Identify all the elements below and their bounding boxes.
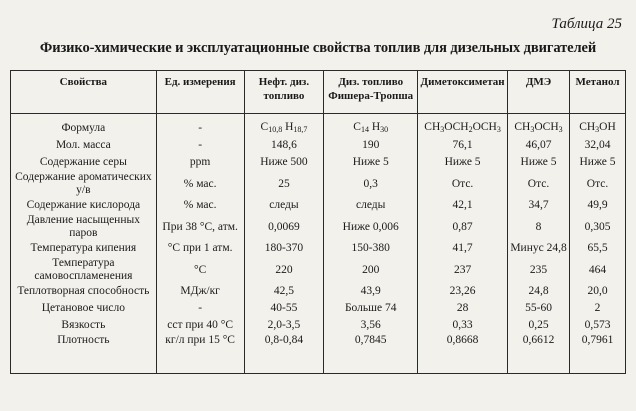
value-cell: 65,5 [570, 240, 626, 257]
unit-cell: ppm [156, 154, 244, 171]
value-cell: 20,0 [570, 283, 626, 300]
unit-cell: % мас. [156, 171, 244, 197]
formula-cell: $CH_3OCH_3$ [508, 114, 570, 138]
value-cell: 46,07 [508, 137, 570, 154]
header-properties: Свойства [11, 71, 157, 114]
header-methanol: Метанол [570, 71, 626, 114]
unit-cell: - [156, 300, 244, 317]
property-cell: Теплотворная способность [11, 283, 157, 300]
table-row [11, 114, 626, 138]
value-cell: Ниже 0,006 [324, 214, 418, 240]
value-cell: 0,8668 [418, 334, 508, 374]
value-cell: 49,9 [570, 197, 626, 214]
header-fischer-tropsch-diesel: Диз. топливо Фишера-Тропша [324, 71, 418, 114]
value-cell: 0,7845 [324, 334, 418, 374]
value-cell: 28 [418, 300, 508, 317]
table-row [11, 197, 626, 214]
property-cell: Температура самовоспламенения [11, 257, 157, 283]
value-cell: 0,6612 [508, 334, 570, 374]
property-cell: Содержание серы [11, 154, 157, 171]
value-cell: 32,04 [570, 137, 626, 154]
value-cell: 0,8-0,84 [244, 334, 324, 374]
table-row [11, 171, 626, 197]
value-cell: 34,7 [508, 197, 570, 214]
unit-cell: кг/л при 15 °С [156, 334, 244, 374]
value-cell: Больше 74 [324, 300, 418, 317]
value-cell: 23,26 [418, 283, 508, 300]
table-row [11, 317, 626, 334]
unit-cell: % мас. [156, 197, 244, 214]
property-cell: Давление насыщенных паров [11, 214, 157, 240]
formula-cell: $CH_3OCH_2OCH_3$ [418, 114, 508, 138]
table-row [11, 214, 626, 240]
value-cell: 0,7961 [570, 334, 626, 374]
property-cell: Плотность [11, 334, 157, 374]
value-cell: 235 [508, 257, 570, 283]
value-cell: Ниже 5 [570, 154, 626, 171]
value-cell: следы [244, 197, 324, 214]
value-cell: Ниже 5 [508, 154, 570, 171]
value-cell: 40-55 [244, 300, 324, 317]
value-cell: Отс. [418, 171, 508, 197]
header-petroleum-diesel: Нефт. диз. топливо [244, 71, 324, 114]
value-cell: 220 [244, 257, 324, 283]
value-cell: 42,5 [244, 283, 324, 300]
value-cell: 41,7 [418, 240, 508, 257]
value-cell: 2 [570, 300, 626, 317]
value-cell: 148,6 [244, 137, 324, 154]
value-cell: Ниже 5 [324, 154, 418, 171]
unit-cell: °С при 1 атм. [156, 240, 244, 257]
value-cell: 2,0-3,5 [244, 317, 324, 334]
value-cell: 55-60 [508, 300, 570, 317]
value-cell: следы [324, 197, 418, 214]
value-cell: 42,1 [418, 197, 508, 214]
unit-cell: - [156, 137, 244, 154]
unit-cell: При 38 °С, атм. [156, 214, 244, 240]
value-cell: 0,573 [570, 317, 626, 334]
table-row [11, 300, 626, 317]
table-row [11, 154, 626, 171]
value-cell: Ниже 500 [244, 154, 324, 171]
value-cell: 0,25 [508, 317, 570, 334]
value-cell: Ниже 5 [418, 154, 508, 171]
header-dimethoxymethane: Диметоксиметан [418, 71, 508, 114]
value-cell: Минус 24,8 [508, 240, 570, 257]
table-row [11, 283, 626, 300]
property-cell: Вязкость [11, 317, 157, 334]
property-cell: Содержание ароматических у/в [11, 171, 157, 197]
value-cell: 200 [324, 257, 418, 283]
formula-cell: $C_{14}$ $H_{30}$ [324, 114, 418, 138]
header-dme: ДМЭ [508, 71, 570, 114]
value-cell: 0,3 [324, 171, 418, 197]
property-cell: Содержание кислорода [11, 197, 157, 214]
property-cell: Мол. масса [11, 137, 157, 154]
value-cell: 8 [508, 214, 570, 240]
value-cell: 464 [570, 257, 626, 283]
value-cell: 0,87 [418, 214, 508, 240]
property-cell: Температура кипения [11, 240, 157, 257]
value-cell: Отс. [508, 171, 570, 197]
value-cell: 0,305 [570, 214, 626, 240]
value-cell: 25 [244, 171, 324, 197]
value-cell: Отс. [570, 171, 626, 197]
value-cell: 237 [418, 257, 508, 283]
table-row [11, 334, 626, 374]
unit-cell: - [156, 114, 244, 138]
table-caption: Таблица 25 [551, 16, 622, 32]
value-cell: 150-380 [324, 240, 418, 257]
value-cell: 24,8 [508, 283, 570, 300]
value-cell: 0,33 [418, 317, 508, 334]
table-row [11, 240, 626, 257]
value-cell: 180-370 [244, 240, 324, 257]
table-row [11, 137, 626, 154]
table-header-row [11, 71, 626, 114]
property-cell: Формула [11, 114, 157, 138]
table-row [11, 257, 626, 283]
value-cell: 76,1 [418, 137, 508, 154]
formula-cell: $CH_3OH$ [570, 114, 626, 138]
value-cell: 190 [324, 137, 418, 154]
unit-cell: МДж/кг [156, 283, 244, 300]
value-cell: 0,0069 [244, 214, 324, 240]
property-cell: Цетановое число [11, 300, 157, 317]
unit-cell: °С [156, 257, 244, 283]
unit-cell: сст при 40 °С [156, 317, 244, 334]
formula-cell: $C_{10,8}$ $H_{18,7}$ [244, 114, 324, 138]
page-title: Физико-химические и эксплуатационные свойства топлив для дизельных двигателей [39, 40, 597, 56]
properties-table [10, 70, 626, 374]
value-cell: 43,9 [324, 283, 418, 300]
value-cell: 3,56 [324, 317, 418, 334]
header-units: Ед. измерения [156, 71, 244, 114]
